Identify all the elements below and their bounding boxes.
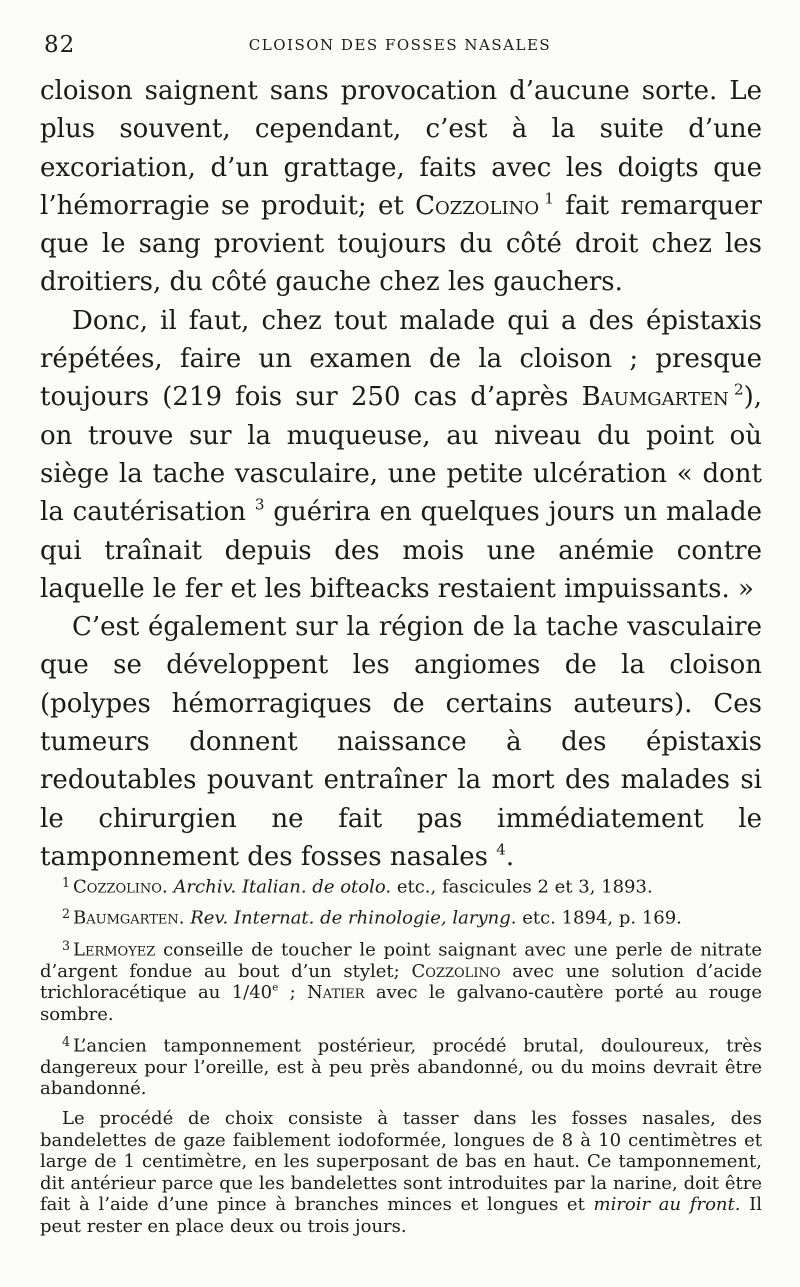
author-name: Cozzolino. (73, 876, 168, 898)
text: conseille de toucher le point saignant avec une perle de nitrate d’argent fondue au bout d’un stylet; (40, 939, 762, 982)
text: ), on trouve sur la muqueuse, au niveau du point où siège la tache vasculaire, une petite ulcération « dont la cautérisation (40, 382, 762, 528)
italic-text: miroir au front. (593, 1194, 741, 1216)
author-name: Baumgarten (581, 382, 729, 413)
footnote-mark: 2 (62, 906, 71, 922)
page-number: 82 (44, 32, 76, 58)
text: cloison saignent sans provocation d’aucune sorte. Le plus souvent, cependant, c’est à la suite d’une excoriation, d’un grattage, faits avec les doigts que l’hémorragie se produit; et (40, 76, 762, 221)
running-title: CLOISON DES FOSSES NASALES (248, 36, 552, 54)
footnote-mark: 4 (62, 1033, 71, 1049)
author-name: Lermoyez (73, 939, 156, 961)
footnote-ref[interactable]: 2 (733, 380, 744, 399)
footnote-2 (40, 903, 762, 929)
text: ; (278, 982, 308, 1004)
text: guérira en quelques jours un malade qui traînait depuis des mois une anémie contre laquelle le fer et les bifteacks restaient impuissants. » (40, 497, 762, 604)
text: etc., fascicules 2 et 3, 1893. (391, 876, 653, 898)
footnote-ref[interactable]: 3 (254, 495, 265, 514)
text: . (505, 841, 515, 872)
journal-title: Archiv. Italian. de otolo. (173, 876, 392, 898)
footnote-1 (40, 872, 762, 898)
author-name: Natier (307, 982, 365, 1004)
text: etc. 1894, p. 169. (516, 907, 682, 929)
footnotes (40, 872, 762, 1243)
footnote-ref[interactable]: 1 (544, 189, 554, 208)
text: Il peut rester en place deux ou trois jours. (40, 1194, 763, 1237)
footnote-mark: 1 (62, 875, 71, 890)
footnote-4 (40, 1031, 762, 1100)
footnote-ref[interactable]: 4 (496, 840, 506, 859)
author-name: Cozzolino (411, 960, 501, 982)
text: Le procédé de choix consiste à tasser dans les fosses nasales, des bandelettes de gaze faiblement iodoformée, longues de 8 à 10 centimètres et large de 1 centimètre, en les superposant de bas en haut. Ce tamponnement, dit antérieur parce que les bandelettes sont introduites par la narine, doit être fait à l’aide d’une pince à branches minces et longues et (40, 1107, 762, 1216)
text: Donc, il faut, chez tout malade qui a des épistaxis répétées, faire un examen de la cloison ; presque toujours (219 fois sur 250 cas d’après (40, 305, 762, 413)
main-text (40, 72, 762, 876)
text: avec le galvano-cautère porté au rouge sombre. (40, 982, 762, 1025)
author-name: Baumgarten. (73, 907, 185, 929)
superscript: e (272, 982, 279, 995)
author-name: Cozzolino (415, 190, 540, 221)
text: C’est également sur la région de la tache vasculaire que se développent les angiomes de la cloison (polypes hémorragiques de certains auteurs). Ces tumeurs donnent naissance à des épistaxis redoutables pouvant entraîner la mort des malades si le chirurgien ne fait pas immédiatement le tamponnement des fosses nasales (40, 612, 762, 872)
footnote-mark: 3 (62, 937, 71, 953)
text: L’ancien tamponnement postérieur, procédé brutal, douloureux, très dangereux pour l’oreille, est à peu près abandonné, ou du moins devrait être abandonné. (40, 1035, 762, 1100)
paragraph-1 (40, 72, 762, 302)
text: avec une solution d’acide trichloracétique au 1/40 (40, 960, 762, 1004)
journal-title: Rev. Internat. de rhinologie, laryng. (190, 907, 517, 929)
footnote-4-continued (40, 1108, 762, 1238)
paragraph-3 (40, 608, 762, 876)
page-header (44, 32, 756, 58)
paragraph-2 (40, 302, 762, 608)
footnote-3 (40, 935, 762, 1026)
text: fait remarquer que le sang provient toujours du côté droit chez les droitiers, du côté gauche chez les gauchers. (40, 190, 762, 298)
